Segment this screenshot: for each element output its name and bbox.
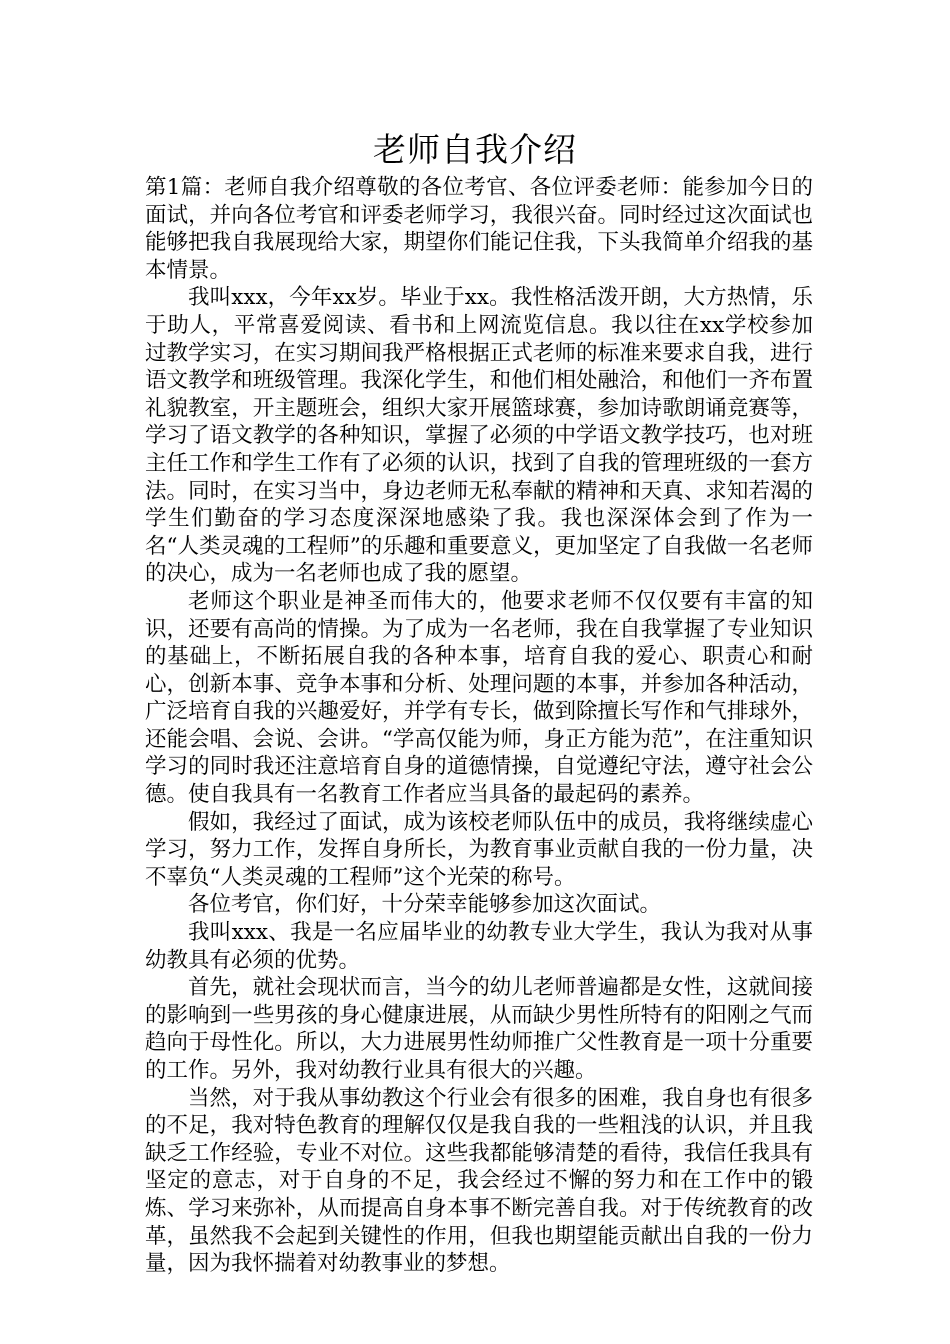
paragraph-conclusion: 当然，对于我从事幼教这个行业会有很多的困难，我自身也有很多的不足，我对特色教育的理解仅仅是我自我的一些粗浅的认识，并且我缺乏工作经验，专业不对位。这些我都能够清楚的看待，我信任我具有坚定的意志，对于自身的不足，我会经过不懈的努力和在工作中的锻炼、学习来弥补，从而提高自身本事不断完善自我。对于传统教育的改革，虽然我不会起到关键性的作用，但我也期望能贡献出自我的一份力量，因为我怀揣着对幼教事业的梦想。 [145,1085,813,1277]
document-body [145,174,813,1278]
paragraph-first-reason: 首先，就社会现状而言，当今的幼儿老师普遍都是女性，这就间接的影响到一些男孩的身心健康进展，从而缺少男性所特有的阳刚之气而趋向于母性化。所以，大力进展男性幼师推广父性教育是一项十分重要的工作。另外，我对幼教行业具有很大的兴趣。 [145,975,813,1083]
paragraph-intro: 第1篇：老师自我介绍尊敬的各位考官、各位评委老师：能参加今日的面试，并向各位考官和评委老师学习，我很兴奋。同时经过这次面试也能够把我自我展现给大家，期望你们能记住我，下头我简单介绍我的基本情景。 [145,175,813,283]
paragraph-self-intro: 我叫xxx、我是一名应届毕业的幼教专业大学生，我认为我对从事幼教具有必须的优势。 [145,920,813,973]
paragraph-commitment: 假如，我经过了面试，成为该校老师队伍中的成员，我将继续虚心学习，努力工作，发挥自身所长，为教育事业贡献自我的一份力量，决不辜负“人类灵魂的工程师”这个光荣的称号。 [145,809,813,890]
paragraph-greeting: 各位考官，你们好，十分荣幸能够参加这次面试。 [188,892,662,918]
paragraph-profession: 老师这个职业是神圣而伟大的，他要求老师不仅仅要有丰富的知识，还要有高尚的情操。为了成为一名老师，我在自我掌握了专业知识的基础上，不断拓展自我的各种本事，培育自我的爱心、职责心和耐心，创新本事、竞争本事和分析、处理问题的本事，并参加各种活动，广泛培育自我的兴趣爱好，并学有专长，做到除擅长写作和气排球外，还能会唱、会说、会讲。“学高仅能为师，身正方能为范”，在注重知识学习的同时我还注意培育自身的道德情操，自觉遵纪守法，遵守社会公德。使自我具有一名教育工作者应当具备的最起码的素养。 [145,588,813,808]
paragraph-background: 我叫xxx，今年xx岁。毕业于xx。我性格活泼开朗，大方热情，乐于助人，平常喜爱阅读、看书和上网流览信息。我以往在xx学校参加过教学实习，在实习期间我严格根据正式老师的标准来要求自我，进行语文教学和班级管理。我深化学生，和他们相处融洽，和他们一齐布置礼貌教室，开主题班会，组织大家开展篮球赛，参加诗歌朗诵竞赛等，学习了语文教学的各种知识，掌握了必须的中学语文教学技巧，也对班主任工作和学生工作有了必须的认识，找到了自我的管理班级的一套方法。同时，在实习当中，身边老师无私奉献的精神和天真、求知若渴的学生们勤奋的学习态度深深地感染了我。我也深深体会到了作为一名“人类灵魂的工程师”的乐趣和重要意义，更加坚定了自我做一名老师的决心，成为一名老师也成了我的愿望。 [145,285,813,587]
document-title: 老师自我介绍 [373,130,577,169]
